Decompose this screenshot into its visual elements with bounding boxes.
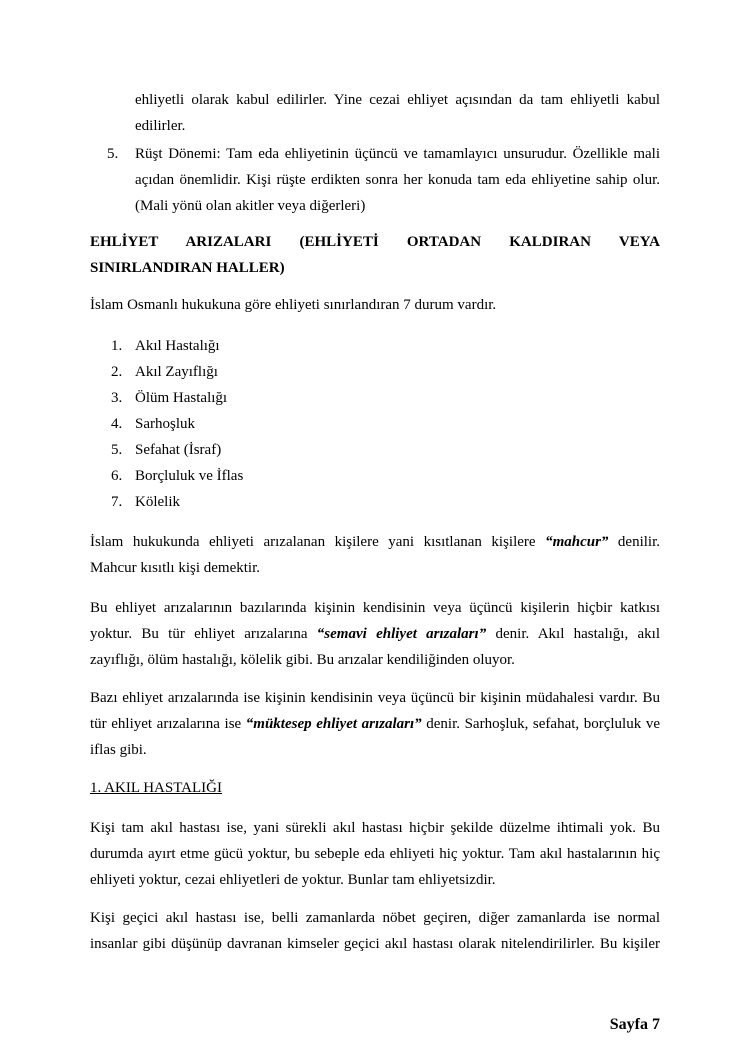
paragraph-line: zayıflığı, ölüm hastalığı, kölelik gibi. Bu arızalar kendiliğinden oluyor. bbox=[90, 652, 515, 668]
list-number: 6. bbox=[111, 468, 123, 484]
section-heading: EHLİYET ARIZALARI (EHLİYETİ ORTADAN KALDIRAN VEYA bbox=[90, 234, 660, 250]
list-item: Akıl Zayıflığı bbox=[135, 364, 218, 380]
list-number: 2. bbox=[111, 364, 123, 380]
list-item: Borçluluk ve İflas bbox=[135, 468, 244, 484]
text-run: denilir. bbox=[608, 534, 661, 550]
list-item: Kölelik bbox=[135, 494, 180, 510]
paragraph-line bbox=[90, 620, 660, 648]
text-run: yoktur. Bu tür ehliyet arızalarına bbox=[90, 626, 317, 642]
text-run: İslam hukukunda ehliyeti arızalanan kişilere yani kısıtlanan kişilere bbox=[90, 534, 546, 550]
text-run: denir. Akıl hastalığı, akıl bbox=[486, 626, 660, 642]
list-item: Akıl Hastalığı bbox=[135, 338, 220, 354]
paragraph-line bbox=[90, 528, 660, 556]
text-run: tür ehliyet arızalarına ise bbox=[90, 716, 246, 732]
paragraph-line: ehliyeti yoktur, cezai ehliyetleri de yoktur. Bunlar tam ehliyetsizdir. bbox=[90, 872, 496, 888]
section-heading: SINIRLANDIRAN HALLER) bbox=[90, 260, 285, 276]
list-item: Sefahat (İsraf) bbox=[135, 442, 222, 458]
subsection-heading: 1. AKIL HASTALIĞI bbox=[90, 780, 222, 796]
page-number: Sayfa 7 bbox=[609, 1016, 660, 1033]
paragraph-line: edilirler. bbox=[135, 118, 186, 134]
paragraph-line: insanlar gibi düşünüp davranan kimseler geçici akıl hastası olarak nitelendirilirler. Bu kişiler bbox=[90, 936, 660, 952]
list-number: 1. bbox=[111, 338, 123, 354]
list-number: 7. bbox=[111, 494, 123, 510]
list-item-text: açıdan önemlidir. Kişi rüşte erdikten sonra her konuda tam eda ehliyetine sahip olur. bbox=[135, 172, 660, 188]
list-item-text: (Mali yönü olan akitler veya diğerleri) bbox=[135, 198, 366, 214]
list-number: 5. bbox=[111, 442, 123, 458]
list-number: 5. bbox=[107, 146, 119, 162]
term-mahcur: “mahcur” bbox=[545, 534, 609, 550]
paragraph-line: iflas gibi. bbox=[90, 742, 147, 758]
paragraph-line: ehliyetli olarak kabul edilirler. Yine cezai ehliyet açısından da tam ehliyetli kabul bbox=[135, 92, 660, 108]
list-number: 3. bbox=[111, 390, 123, 406]
term-semavi: “semavi ehliyet arızaları” bbox=[316, 626, 487, 642]
paragraph-line: Mahcur kısıtlı kişi demektir. bbox=[90, 560, 260, 576]
term-muktesep: “müktesep ehliyet arızaları” bbox=[245, 716, 422, 732]
list-item: Ölüm Hastalığı bbox=[135, 390, 228, 406]
paragraph-line: Kişi tam akıl hastası ise, yani sürekli akıl hastası hiçbir şekilde düzelme ihtimali yok. Bu bbox=[90, 820, 660, 836]
list-number: 4. bbox=[111, 416, 123, 432]
paragraph-line: Kişi geçici akıl hastası ise, belli zamanlarda nöbet geçiren, diğer zamanlarda ise normal bbox=[90, 910, 660, 926]
text-run: denir. Sarhoşluk, sefahat, borçluluk ve bbox=[421, 716, 660, 732]
list-item-text: Rüşt Dönemi: Tam eda ehliyetinin üçüncü ve tamamlayıcı unsurudur. Özellikle mali bbox=[135, 146, 660, 162]
paragraph-line: durumda ayırt etme gücü yoktur, bu sebeple eda ehliyeti hiç yoktur. Tam akıl hastalarının hiç bbox=[90, 846, 660, 862]
paragraph-line: Bu ehliyet arızalarının bazılarında kişinin kendisinin veya üçüncü kişilerin hiçbir katkısı bbox=[90, 600, 660, 616]
paragraph-line: Bazı ehliyet arızalarında ise kişinin kendisinin veya üçüncü bir kişinin müdahalesi vardır. Bu bbox=[90, 690, 660, 706]
list-item: Sarhoşluk bbox=[135, 416, 195, 432]
intro-paragraph: İslam Osmanlı hukukuna göre ehliyeti sınırlandıran 7 durum vardır. bbox=[90, 297, 497, 313]
paragraph-line bbox=[90, 710, 660, 738]
